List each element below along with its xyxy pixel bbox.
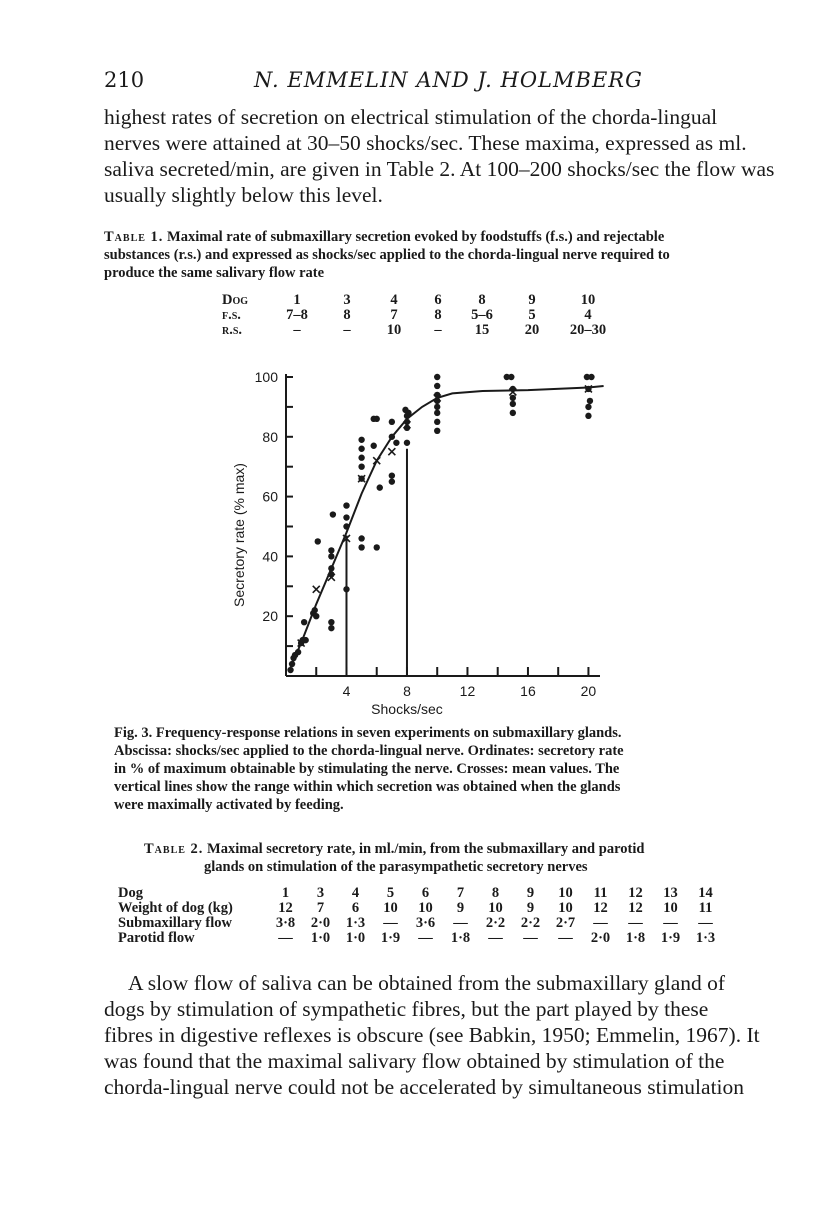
data-point [434,374,440,380]
paragraph-1 [104,104,775,208]
table-cell: 3·6 [415,915,436,931]
table-cell: 9 [526,900,535,916]
text-line: fibres in digestive reflexes is obscure (see Babkin, 1950; Emmelin, 1967). It [104,1023,760,1047]
data-point [330,511,336,517]
data-point [374,416,380,422]
data-point [404,440,410,446]
data-point [343,523,349,529]
running-head: N. EMMELIN AND J. HOLMBERG [254,68,643,92]
table-cell: — [698,915,713,931]
caption-line: Frequency-response relations in seven experiments on submaxillary glands. [155,725,622,741]
table-cell: 12 [278,900,293,916]
range-lines [346,449,406,676]
table-cell: 7 [390,307,398,323]
text-line: chorda-lingual nerve could not be accelerated by simultaneous stimulation [104,1075,745,1099]
row-label: Dog [222,292,249,308]
table-row [222,308,616,323]
caption-line: in % of maximum obtainable by stimulating the nerve. Crosses: mean values. The [114,761,620,777]
data-point [289,661,295,667]
data-point [315,538,321,544]
table-cell: – [293,322,301,338]
table-cell: 10 [558,885,573,901]
table1-label: Table 1. [104,229,164,245]
data-point [405,410,411,416]
table-cell: 11 [698,900,713,916]
table-cell: 5–6 [471,307,493,323]
table-cell: — [523,930,538,946]
row-label: Dog [118,885,143,901]
caption-line: Maximal secretory rate, in ml./min, from the submaxillary and parotid [207,841,645,857]
data-point [389,478,395,484]
table-cell: — [453,915,468,931]
data-point [434,428,440,434]
data-point [328,553,334,559]
data-points [287,374,594,673]
table-cell: 10 [488,900,503,916]
table-cell: 6 [421,885,430,901]
text-line: usually slightly below this level. [104,183,383,207]
y-tick-label: 80 [262,428,278,445]
data-point [510,401,516,407]
x-tick-label: 16 [520,683,536,699]
data-point [343,502,349,508]
fitted-curve [291,386,604,667]
data-point [374,544,380,550]
data-point [313,613,319,619]
table-cell: 1·3 [345,915,366,931]
table-cell: 9 [456,900,465,916]
table-cell: 20–30 [569,322,607,338]
data-point [585,404,591,410]
data-point [434,383,440,389]
table-cell: 2·0 [590,930,611,946]
table-cell: — [628,915,643,931]
data-point [343,514,349,520]
table-cell: 13 [663,885,678,901]
table-cell: 3 [316,885,325,901]
data-point [508,374,514,380]
table-cell: 10 [663,900,678,916]
table-cell: 8 [478,292,486,308]
table-cell: 12 [628,885,643,901]
table-cell: — [663,915,678,931]
data-point [389,419,395,425]
data-point [510,395,516,401]
data-point [328,547,334,553]
y-tick-label: 40 [262,548,278,565]
table-row [118,886,723,901]
table-cell: 2·2 [485,915,506,931]
figure-label: Fig. 3. [114,725,153,741]
data-point [343,586,349,592]
data-point [301,619,307,625]
table-cell: — [383,915,398,931]
table-cell: 5 [386,885,395,901]
table-cell: – [343,322,351,338]
table-cell: 11 [593,885,608,901]
table-cell: 3 [343,292,351,308]
table-cell: 1·0 [345,930,366,946]
table-cell: — [278,930,293,946]
table-cell: 9 [526,885,535,901]
table-row [222,293,616,308]
x-tick-label: 8 [403,683,411,699]
caption-line: Abscissa: shocks/sec applied to the chorda-lingual nerve. Ordinates: secretory rate [114,743,624,759]
text-line: highest rates of secretion on electrical stimulation of the chorda-lingual [104,105,718,129]
table-cell: 4 [351,885,360,901]
paragraph-2 [104,970,760,1100]
table-cell: 5 [528,307,536,323]
y-tick-label: 20 [262,608,278,625]
data-point [585,413,591,419]
table-cell: 10 [580,292,596,308]
table-cell: 20 [524,322,540,338]
table-row [118,931,723,946]
table1-caption [104,228,744,282]
page-header [104,68,744,98]
data-point [358,437,364,443]
row-label: f.s. [222,307,241,323]
table-cell: 4 [390,292,398,308]
data-point [389,472,395,478]
x-tick-label: 12 [459,683,476,699]
caption-line: vertical lines show the range within which secretion was obtained when the glands [114,779,621,795]
table-cell: 1·8 [450,930,471,946]
data-point [510,410,516,416]
table-cell: 1·0 [310,930,331,946]
table-cell: 3·8 [275,915,296,931]
data-point [393,440,399,446]
data-point [358,535,364,541]
table2 [118,886,738,946]
table-cell: 1·8 [625,930,646,946]
table-cell: — [418,930,433,946]
data-point [434,410,440,416]
data-point [328,625,334,631]
table-cell: 10 [383,900,398,916]
x-tick-label: 20 [580,683,597,699]
table-cell: 12 [593,900,608,916]
caption-line: glands on stimulation of the parasympathetic secretory nerves [204,859,588,875]
table-cell: 10 [558,900,573,916]
text-line: was found that the maximal salivary flow obtained by stimulation of the [104,1049,725,1073]
x-axis-label: Shocks/sec [371,701,443,717]
data-point [358,455,364,461]
table-cell: 4 [584,307,592,323]
table-cell: 15 [474,322,490,338]
table-cell: 2·2 [520,915,541,931]
table-cell: — [558,930,573,946]
caption-line: were maximally activated by feeding. [114,797,344,813]
table-cell: 12 [628,900,643,916]
row-label: Submaxillary flow [118,915,232,931]
data-point [328,565,334,571]
data-point [434,404,440,410]
table-cell: 6 [434,292,442,308]
mean-markers [298,385,592,646]
row-label: r.s. [222,322,243,338]
data-point [434,419,440,425]
text-line: nerves were attained at 30–50 shocks/sec. These maxima, expressed as ml. [104,131,747,155]
mean-cross [313,586,320,593]
data-point [588,374,594,380]
data-point [358,463,364,469]
frequency-response-chart [228,360,628,720]
table-cell: 1·9 [660,930,681,946]
table2-label: Table 2. [144,841,204,857]
table-row [222,323,616,338]
table-cell: 8 [434,307,442,323]
data-point [358,446,364,452]
row-label: Weight of dog (kg) [118,900,233,916]
table-row [118,901,723,916]
data-point [295,649,301,655]
data-point [587,398,593,404]
data-point [358,544,364,550]
table-cell: 10 [386,322,402,338]
x-tick-label: 4 [342,683,351,699]
table-cell: 7 [316,900,325,916]
text-line: A slow flow of saliva can be obtained from the submaxillary gland of [128,971,726,995]
data-point [312,607,318,613]
table-cell: 2·7 [555,915,576,931]
table-cell: 8 [343,307,351,323]
data-point [287,667,293,673]
table-cell: 2·0 [310,915,331,931]
table-cell: 1·9 [380,930,401,946]
caption-line: Maximal rate of submaxillary secretion evoked by foodstuffs (f.s.) and rejectable [167,229,665,245]
text-line: dogs by stimulation of sympathetic fibres, but the part played by these [104,997,709,1021]
text-line: saliva secreted/min, are given in Table 2. At 100–200 shocks/sec the flow was [104,157,775,181]
row-label: Parotid flow [118,930,195,946]
table-cell: 6 [351,900,360,916]
table-cell: — [488,930,503,946]
y-tick-label: 100 [254,368,278,385]
data-point [389,434,395,440]
curve-line [291,386,604,667]
y-axis-label: Secretory rate (% max) [231,463,247,607]
table2-caption [104,840,744,876]
figure3-caption [114,724,740,814]
table-row [118,916,723,931]
table-cell: — [593,915,608,931]
table-cell: 14 [698,885,713,901]
table-cell: – [434,322,442,338]
caption-line: produce the same salivary flow rate [104,265,325,281]
table-cell: 8 [491,885,500,901]
data-point [371,443,377,449]
y-tick-label: 60 [262,488,278,505]
table-cell: 1·3 [695,930,716,946]
table-cell: 7 [456,885,465,901]
mean-cross [373,457,380,464]
table-cell: 9 [528,292,536,308]
mean-cross [388,448,395,455]
data-point [377,484,383,490]
table-cell: 10 [418,900,433,916]
chart-axes [255,369,600,699]
caption-line: substances (r.s.) and expressed as shocks/sec applied to the chorda-lingual nerve required to [104,247,670,263]
data-point [328,619,334,625]
page-number: 210 [104,68,145,92]
table1 [222,293,642,338]
table-cell: 1 [293,292,301,308]
table-cell: 7–8 [286,307,308,323]
table-cell: 1 [281,885,290,901]
